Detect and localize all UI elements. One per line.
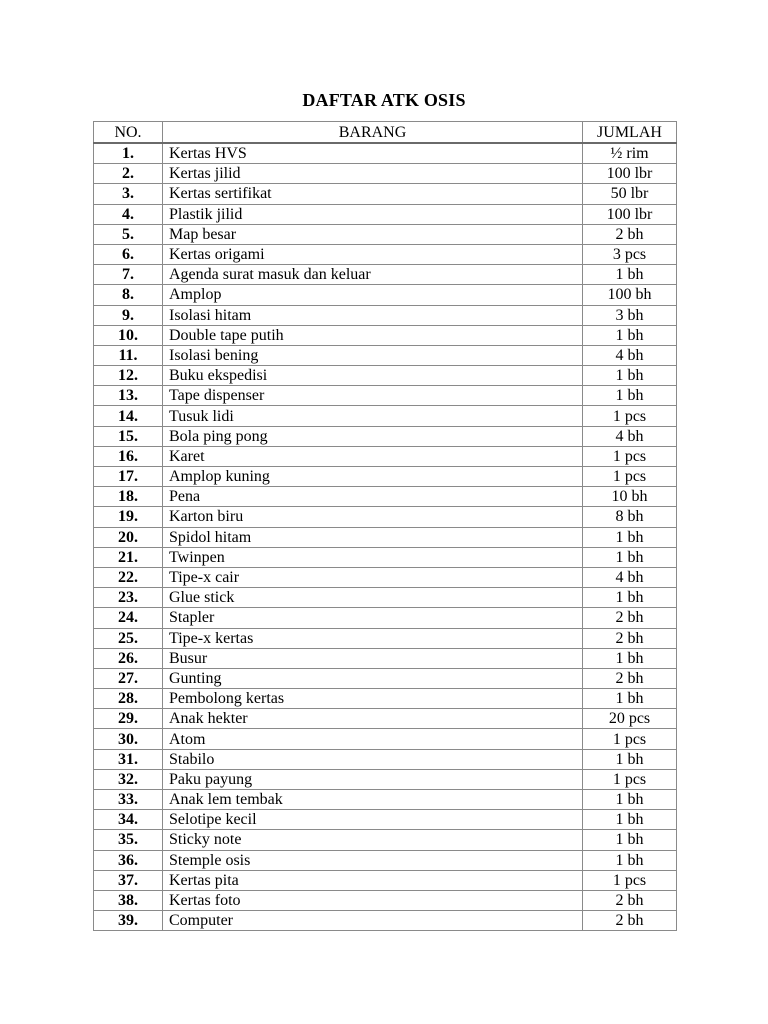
table-row xyxy=(94,567,677,587)
table-row xyxy=(94,507,677,527)
row-quantity: 3 bh xyxy=(583,305,677,325)
row-number: 25. xyxy=(94,628,163,648)
row-item: Anak hekter xyxy=(163,709,583,729)
table-row xyxy=(94,446,677,466)
row-item: Kertas jilid xyxy=(163,164,583,184)
row-quantity: 4 bh xyxy=(583,345,677,365)
row-item: Kertas sertifikat xyxy=(163,184,583,204)
row-quantity: 20 pcs xyxy=(583,709,677,729)
row-number: 23. xyxy=(94,588,163,608)
table-row xyxy=(94,608,677,628)
table-row xyxy=(94,709,677,729)
row-item: Computer xyxy=(163,911,583,931)
row-quantity: 2 bh xyxy=(583,224,677,244)
header-no: NO. xyxy=(94,122,163,144)
table-row xyxy=(94,265,677,285)
row-quantity: 100 bh xyxy=(583,285,677,305)
row-item: Amplop kuning xyxy=(163,467,583,487)
row-item: Kertas pita xyxy=(163,870,583,890)
row-quantity: 8 bh xyxy=(583,507,677,527)
row-quantity: 1 bh xyxy=(583,386,677,406)
header-item: BARANG xyxy=(163,122,583,144)
row-item: Selotipe kecil xyxy=(163,810,583,830)
row-quantity: 1 bh xyxy=(583,265,677,285)
row-number: 9. xyxy=(94,305,163,325)
row-number: 30. xyxy=(94,729,163,749)
row-number: 8. xyxy=(94,285,163,305)
table-row xyxy=(94,911,677,931)
row-item: Double tape putih xyxy=(163,325,583,345)
row-number: 11. xyxy=(94,345,163,365)
table-row xyxy=(94,790,677,810)
row-item: Twinpen xyxy=(163,547,583,567)
table-row xyxy=(94,890,677,910)
row-item: Busur xyxy=(163,648,583,668)
table-row xyxy=(94,648,677,668)
row-number: 15. xyxy=(94,426,163,446)
table-row xyxy=(94,689,677,709)
row-quantity: 1 pcs xyxy=(583,467,677,487)
row-number: 31. xyxy=(94,749,163,769)
table-row xyxy=(94,668,677,688)
row-number: 24. xyxy=(94,608,163,628)
row-number: 6. xyxy=(94,244,163,264)
row-number: 3. xyxy=(94,184,163,204)
row-item: Kertas foto xyxy=(163,890,583,910)
row-quantity: 10 bh xyxy=(583,487,677,507)
row-item: Atom xyxy=(163,729,583,749)
table-row xyxy=(94,547,677,567)
row-number: 2. xyxy=(94,164,163,184)
row-quantity: 1 bh xyxy=(583,810,677,830)
table-row xyxy=(94,244,677,264)
row-item: Glue stick xyxy=(163,588,583,608)
row-item: Stabilo xyxy=(163,749,583,769)
row-item: Sticky note xyxy=(163,830,583,850)
table-row xyxy=(94,729,677,749)
row-number: 32. xyxy=(94,769,163,789)
row-number: 7. xyxy=(94,265,163,285)
row-number: 16. xyxy=(94,446,163,466)
row-item: Karet xyxy=(163,446,583,466)
table-header xyxy=(94,122,677,144)
table-body xyxy=(94,143,677,931)
row-quantity: 1 bh xyxy=(583,366,677,386)
row-number: 27. xyxy=(94,668,163,688)
row-number: 21. xyxy=(94,547,163,567)
row-number: 12. xyxy=(94,366,163,386)
row-number: 18. xyxy=(94,487,163,507)
document-title: DAFTAR ATK OSIS xyxy=(302,90,466,110)
row-item: Stemple osis xyxy=(163,850,583,870)
row-item: Pembolong kertas xyxy=(163,689,583,709)
row-quantity: 1 pcs xyxy=(583,446,677,466)
table-row xyxy=(94,285,677,305)
row-quantity: 2 bh xyxy=(583,668,677,688)
row-item: Karton biru xyxy=(163,507,583,527)
row-quantity: 2 bh xyxy=(583,890,677,910)
row-item: Anak lem tembak xyxy=(163,790,583,810)
table-row xyxy=(94,305,677,325)
row-number: 22. xyxy=(94,567,163,587)
row-item: Buku ekspedisi xyxy=(163,366,583,386)
table-row xyxy=(94,467,677,487)
row-item: Isolasi hitam xyxy=(163,305,583,325)
row-item: Tipe-x kertas xyxy=(163,628,583,648)
header-qty: JUMLAH xyxy=(583,122,677,144)
row-item: Kertas HVS xyxy=(163,143,583,164)
row-item: Map besar xyxy=(163,224,583,244)
row-quantity: ½ rim xyxy=(583,143,677,164)
supplies-table xyxy=(93,121,677,931)
row-quantity: 1 pcs xyxy=(583,769,677,789)
row-quantity: 1 pcs xyxy=(583,406,677,426)
table-row xyxy=(94,850,677,870)
row-quantity: 1 pcs xyxy=(583,870,677,890)
row-item: Spidol hitam xyxy=(163,527,583,547)
row-number: 4. xyxy=(94,204,163,224)
row-number: 37. xyxy=(94,870,163,890)
row-quantity: 1 bh xyxy=(583,588,677,608)
table-row xyxy=(94,527,677,547)
row-item: Tipe-x cair xyxy=(163,567,583,587)
row-number: 20. xyxy=(94,527,163,547)
table-row xyxy=(94,830,677,850)
table-row xyxy=(94,143,677,164)
row-number: 39. xyxy=(94,911,163,931)
row-number: 10. xyxy=(94,325,163,345)
row-item: Paku payung xyxy=(163,769,583,789)
row-quantity: 100 lbr xyxy=(583,164,677,184)
table-row xyxy=(94,325,677,345)
row-item: Agenda surat masuk dan keluar xyxy=(163,265,583,285)
row-item: Pena xyxy=(163,487,583,507)
row-number: 29. xyxy=(94,709,163,729)
row-number: 34. xyxy=(94,810,163,830)
row-quantity: 100 lbr xyxy=(583,204,677,224)
row-number: 17. xyxy=(94,467,163,487)
row-quantity: 4 bh xyxy=(583,567,677,587)
row-quantity: 1 bh xyxy=(583,648,677,668)
row-number: 35. xyxy=(94,830,163,850)
table-row xyxy=(94,870,677,890)
row-quantity: 2 bh xyxy=(583,608,677,628)
row-number: 38. xyxy=(94,890,163,910)
row-number: 19. xyxy=(94,507,163,527)
table-row xyxy=(94,749,677,769)
table-row xyxy=(94,204,677,224)
row-item: Amplop xyxy=(163,285,583,305)
row-quantity: 1 bh xyxy=(583,527,677,547)
table-row xyxy=(94,366,677,386)
row-item: Isolasi bening xyxy=(163,345,583,365)
row-number: 28. xyxy=(94,689,163,709)
table-row xyxy=(94,588,677,608)
row-quantity: 2 bh xyxy=(583,911,677,931)
row-item: Kertas origami xyxy=(163,244,583,264)
row-quantity: 1 bh xyxy=(583,689,677,709)
table-row xyxy=(94,769,677,789)
row-quantity: 2 bh xyxy=(583,628,677,648)
row-quantity: 4 bh xyxy=(583,426,677,446)
row-number: 5. xyxy=(94,224,163,244)
row-item: Bola ping pong xyxy=(163,426,583,446)
table-row xyxy=(94,386,677,406)
row-quantity: 1 pcs xyxy=(583,729,677,749)
row-item: Gunting xyxy=(163,668,583,688)
table-row xyxy=(94,426,677,446)
row-item: Tusuk lidi xyxy=(163,406,583,426)
row-quantity: 1 bh xyxy=(583,790,677,810)
row-number: 33. xyxy=(94,790,163,810)
row-item: Stapler xyxy=(163,608,583,628)
table-row xyxy=(94,345,677,365)
row-quantity: 1 bh xyxy=(583,850,677,870)
row-item: Plastik jilid xyxy=(163,204,583,224)
table-row xyxy=(94,224,677,244)
table-row xyxy=(94,628,677,648)
table-row xyxy=(94,487,677,507)
row-quantity: 1 bh xyxy=(583,749,677,769)
table-row xyxy=(94,184,677,204)
row-number: 14. xyxy=(94,406,163,426)
row-quantity: 1 bh xyxy=(583,547,677,567)
row-item: Tape dispenser xyxy=(163,386,583,406)
row-quantity: 50 lbr xyxy=(583,184,677,204)
row-number: 26. xyxy=(94,648,163,668)
row-quantity: 3 pcs xyxy=(583,244,677,264)
row-number: 13. xyxy=(94,386,163,406)
table-row xyxy=(94,406,677,426)
row-number: 36. xyxy=(94,850,163,870)
header-row xyxy=(94,122,677,144)
row-number: 1. xyxy=(94,143,163,164)
table-row xyxy=(94,810,677,830)
row-quantity: 1 bh xyxy=(583,325,677,345)
table-row xyxy=(94,164,677,184)
row-quantity: 1 bh xyxy=(583,830,677,850)
